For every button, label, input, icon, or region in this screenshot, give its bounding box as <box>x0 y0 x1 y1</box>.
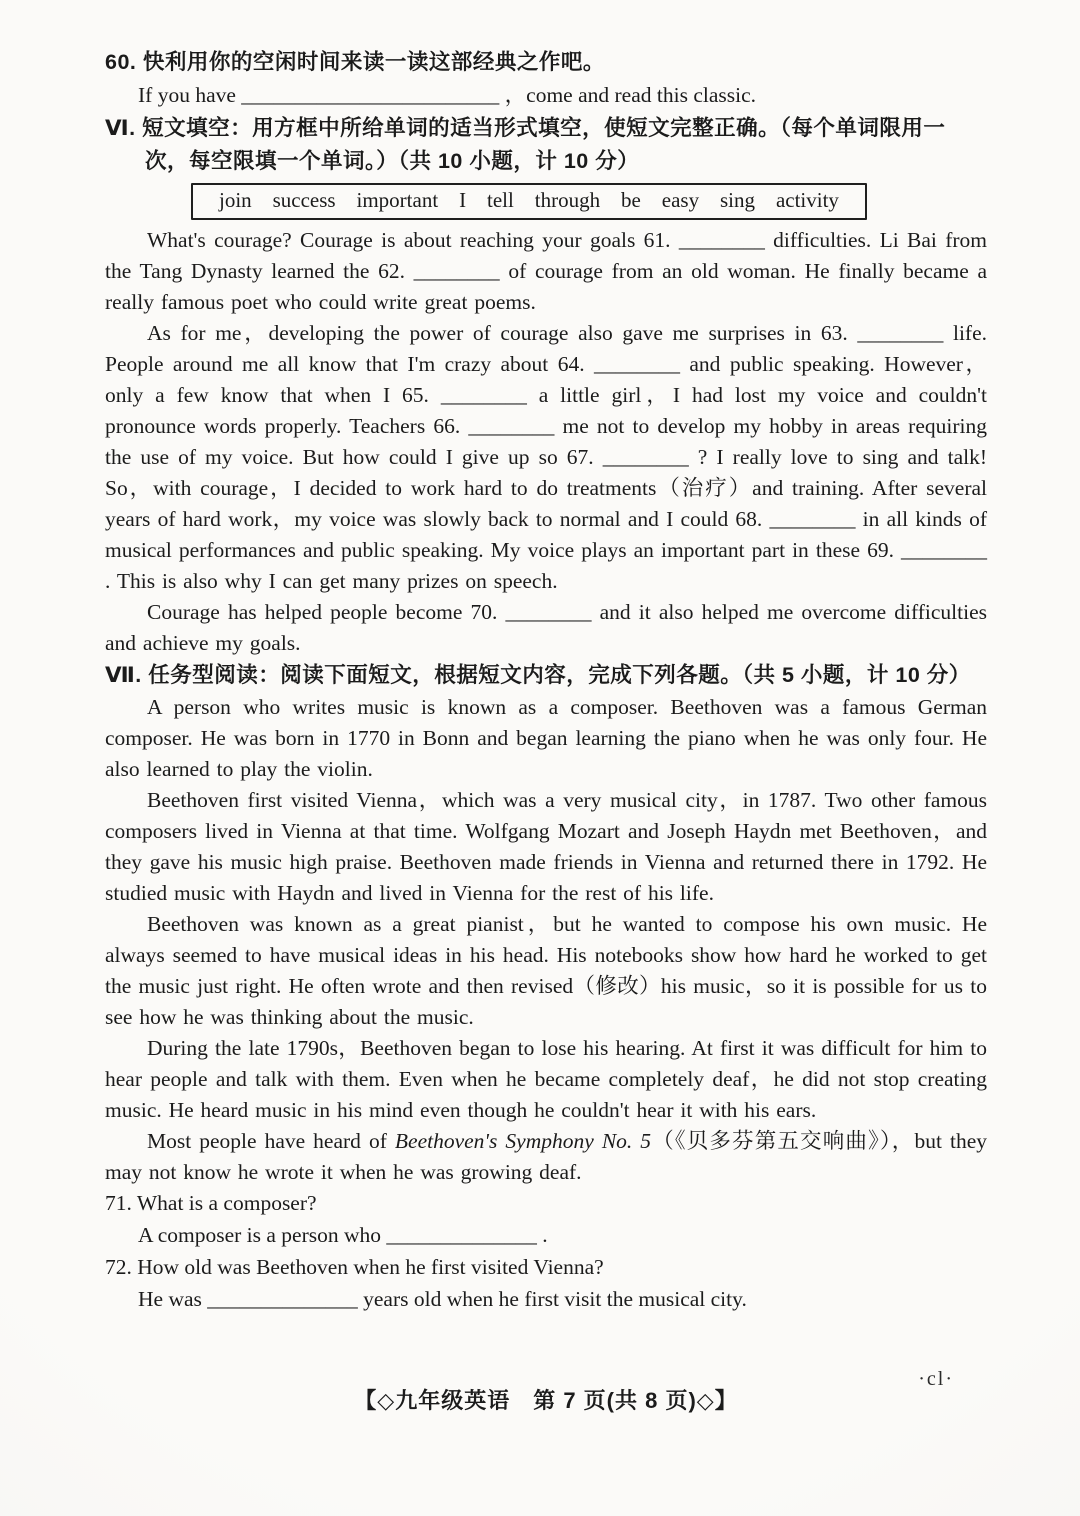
document-body <box>105 46 987 1316</box>
text-run: A person who writes music is known as a composer. Beethoven was a famous German composer. He was born in 1770 in Bonn and began learning the piano when he was only four. He also learned to play the violin. <box>105 695 987 781</box>
word-bank-word: through <box>534 188 601 212</box>
word-bank-word: easy <box>661 188 700 212</box>
text-run: Courage has helped people become 70. ________ and it also helped me overcome difficulties and achieve my goals. <box>105 600 987 655</box>
reading-paragraph-3 <box>105 909 987 1033</box>
question-71-text <box>105 1188 987 1219</box>
word-bank-word: activity <box>775 188 839 212</box>
text-run: Beethoven first visited Vienna，which was a very musical city，in 1787. Two other famous composers lived in Vienna at that time. Wolfgang Mozart and Joseph Haydn met Beethoven，and they gave his music high praise. Beethoven made friends in Vienna and returned there in 1792. He studied music with Haydn and lived in Vienna for the rest of his life. <box>105 788 987 905</box>
word-bank-word: tell <box>487 188 514 212</box>
text-run: If you have ________________________ ，come and read this classic. <box>138 83 756 107</box>
reading-paragraph-1 <box>105 692 987 785</box>
word-bank-box <box>191 183 867 220</box>
print-corner-mark: ·cl· <box>918 1368 954 1390</box>
cloze-paragraph-1 <box>105 225 987 318</box>
word-bank-word: join <box>219 188 252 212</box>
text-run: Beethoven was known as a great pianist，but he wanted to compose his own music. He always seemed to have musical ideas in his head. His notebooks show how hard he worked to get the music just right. He often wrote and then revised（修改）his music，so it is possible for us to see how he was thinking about the music. <box>105 912 987 1029</box>
text-run: 60. 快利用你的空闲时间来读一读这部经典之作吧。 <box>105 50 605 74</box>
text-run: A composer is a person who ______________ . <box>138 1223 548 1247</box>
question-60-answer-line <box>105 79 987 112</box>
text-run: （《贝多芬第五交响曲》），but they may not know he wrote it when he was growing deaf. <box>105 1129 987 1184</box>
question-71-answer-line <box>105 1219 987 1252</box>
question-72-text <box>105 1252 987 1283</box>
question-60-text <box>105 46 987 79</box>
text-run: Ⅵ. 短文填空：用方框中所给单词的适当形式填空，使短文完整正确。（每个单词限用一次，每空限填一个单词。）（共 10 小题，计 10 分） <box>105 116 946 173</box>
text-run: What's courage? Courage is about reaching your goals 61. ________ difficulties. Li Bai from the Tang Dynasty learned the 62. ________ of courage from an old woman. He finally became a really famous poet who could write great poems. <box>105 228 987 314</box>
section-6-heading <box>105 112 987 178</box>
reading-paragraph-2 <box>105 785 987 909</box>
cloze-paragraph-3 <box>105 597 987 659</box>
word-bank-word: success <box>272 188 336 212</box>
page-footer: 【◇九年级英语 第 7 页(共 8 页)◇】 <box>354 1388 738 1413</box>
text-run: He was ______________ years old when he first visit the musical city. <box>138 1287 747 1311</box>
text-run: As for me，developing the power of courage also gave me surprises in 63. ________ life. People around me all know that I'm crazy about 64. ________ and public speaking. However，only a few know that when I 65. ________ a little girl，I had lost my voice and couldn't pronounce words properly. Teachers 66. ________ me not to develop my hobby in areas requiring the use of my voice. But how could I give up so 67. ________ ? I really love to sing and talk! So，with courage，I decided to work hard to do treatments（治疗）and training. After several years of hard work，my voice was slowly back to normal and I could 68. ________ in all kinds of musical performances and public speaking. My voice plays an important part in these 69. ________ . This is also why I can get many prizes on speech. <box>105 321 987 593</box>
word-bank-word: sing <box>720 188 756 212</box>
italic-work-title: Beethoven's Symphony No. 5 <box>394 1129 652 1153</box>
text-run: Ⅶ. 任务型阅读：阅读下面短文，根据短文内容，完成下列各题。（共 5 小题，计 10 分） <box>105 663 971 687</box>
word-bank-word: important <box>356 188 439 212</box>
text-run: Most people have heard of <box>147 1129 395 1153</box>
text-run: 71. What is a composer? <box>105 1191 317 1215</box>
cloze-paragraph-2 <box>105 318 987 597</box>
section-7-heading <box>105 659 987 692</box>
text-run: During the late 1790s，Beethoven began to lose his hearing. At first it was difficult for him to hear people and talk with them. Even when he became completely deaf，he did not stop creating music. He heard music in his mind even though he couldn't hear it with his ears. <box>105 1036 987 1122</box>
text-run: 72. How old was Beethoven when he first visited Vienna? <box>105 1255 604 1279</box>
reading-paragraph-5 <box>105 1126 987 1188</box>
word-bank-word: be <box>621 188 641 212</box>
word-bank-word: I <box>459 188 467 212</box>
reading-paragraph-4 <box>105 1033 987 1126</box>
question-72-answer-line <box>105 1283 987 1316</box>
